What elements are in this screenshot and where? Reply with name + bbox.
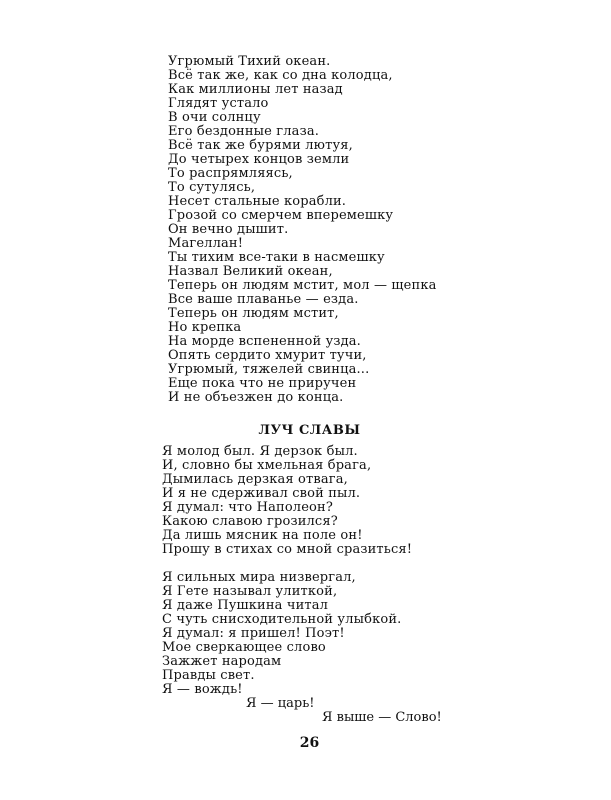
poem-line: Несет стальные корабли. (168, 194, 347, 209)
poem-ocean (168, 55, 437, 405)
poem-line: Магеллан! (168, 236, 244, 251)
poem-line: Я сильных мира низвергал, (162, 570, 356, 585)
poem-line: Назвал Великий океан, (168, 264, 333, 279)
poem-line: Теперь он людям мстит, мол — щепка (168, 278, 437, 293)
poem-line: Опять сердито хмурит тучи, (168, 348, 367, 363)
poem-line: Всё так же, как со дна колодца, (168, 68, 393, 83)
poem-line: То распрямляясь, (168, 166, 293, 181)
poem-line: И я не сдерживал свой пыл. (162, 486, 361, 501)
poem-line: Какою славою грозился? (162, 514, 338, 529)
poem-line: Прошу в стихах со мной сразиться! (162, 542, 413, 557)
poem-line: Ты тихим все-таки в насмешку (168, 250, 385, 265)
poem-line: То сутулясь, (168, 180, 256, 195)
poem-line: Глядят устало (168, 96, 269, 111)
poem-line: Я молод был. Я дерзок был. (162, 444, 358, 459)
poem-line: И не объезжен до конца. (168, 390, 344, 405)
poem-line: До четырех концов земли (168, 152, 350, 167)
poem-stanza-1 (162, 445, 412, 557)
poem-line: Как миллионы лет назад (168, 82, 343, 97)
poem-line: В очи солнцу (168, 110, 261, 125)
poem-line: Угрюмый Тихий океан. (168, 54, 331, 69)
poem-line: Я даже Пушкина читал (162, 598, 329, 613)
poem-title: ЛУЧ СЛАВЫ (258, 423, 361, 438)
poem-line: Но крепка (168, 320, 242, 335)
poem-line: Угрюмый, тяжелей свинца... (168, 362, 370, 377)
poem-line: Зажжет народам (162, 654, 282, 669)
poem-stepped-line: Я — царь! (246, 696, 315, 711)
poem-line: Теперь он людям мстит, (168, 306, 339, 321)
poem-line: И, словно бы хмельная брага, (162, 458, 372, 473)
poem-line: Все ваше плаванье — езда. (168, 292, 359, 307)
poem-line: Я думал: я пришел! Поэт! (162, 626, 345, 641)
poem-line: Да лишь мясник на поле он! (162, 528, 363, 543)
poem-line: Грозой со смерчем вперемешку (168, 208, 394, 223)
poem-line: На морде вспененной узда. (168, 334, 361, 349)
poem-line: Его бездонные глаза. (168, 124, 319, 139)
poem-stanza-2 (162, 571, 401, 697)
poem-line: С чуть снисходительной улыбкой. (162, 612, 402, 627)
poem-line: Я — вождь! (162, 682, 243, 697)
poem-line: Всё так же бурями лютуя, (168, 138, 353, 153)
poem-line: Дымилась дерзкая отвага, (162, 472, 348, 487)
poem-line: Я думал: что Наполеон? (162, 500, 333, 515)
poem-line: Правды свет. (162, 668, 255, 683)
poem-stepped-line: Я выше — Слово! (322, 710, 442, 725)
poem-line: Я Гете называл улиткой, (162, 584, 338, 599)
page-number: 26 (299, 735, 320, 751)
poem-line: Мое сверкающее слово (162, 640, 326, 655)
poem-line: Он вечно дышит. (168, 222, 289, 237)
poem-line: Еще пока что не приручен (168, 376, 357, 391)
